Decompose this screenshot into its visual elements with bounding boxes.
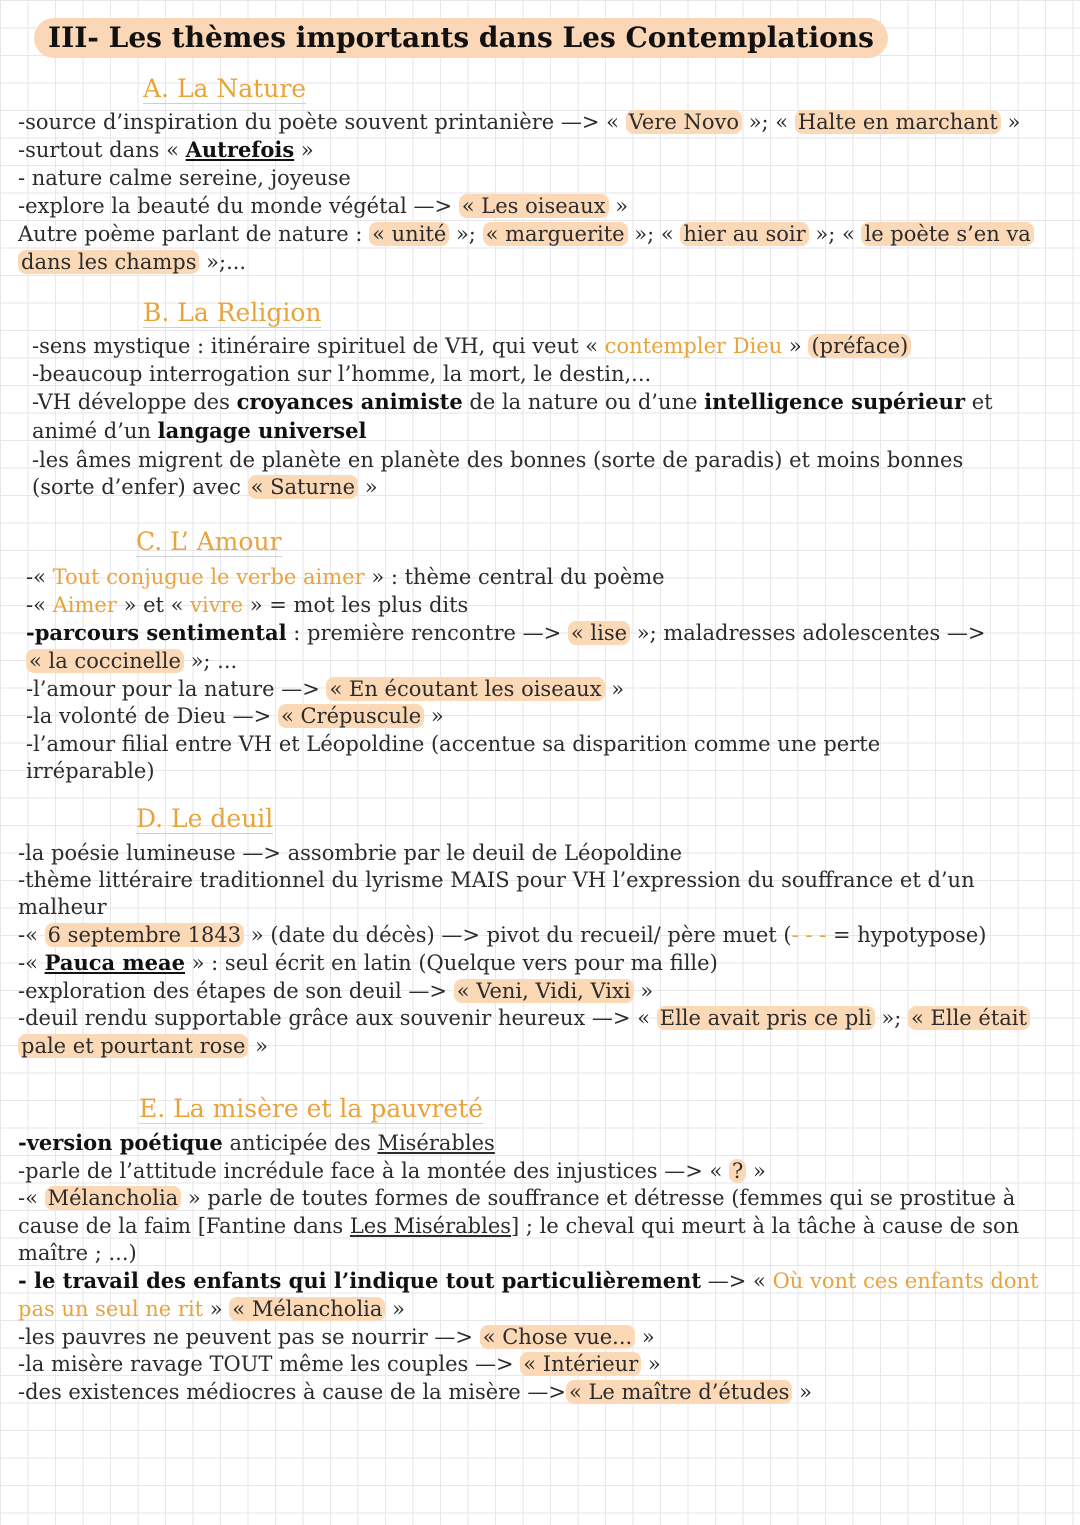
misere-line-8 (18, 1323, 655, 1351)
misere-line-7 (18, 1295, 405, 1323)
text: » (782, 334, 809, 358)
religion-line-6 (32, 473, 378, 501)
preface-ref: (préface) (808, 334, 911, 358)
heading-misere-text: E. La misère et la pauvreté (139, 1094, 483, 1123)
nature-line-1 (18, 108, 1020, 136)
religion-line-5: -les âmes migrent de planète en planète des bonnes (sorte de paradis) et moins bonnes (32, 448, 964, 472)
text: -exploration des étapes de son deuil —> (18, 979, 454, 1003)
text: Autre poème parlant de nature : (18, 222, 370, 246)
poem-unknown: ? (729, 1159, 746, 1183)
misere-line-9 (18, 1350, 661, 1378)
amour-line-4 (26, 647, 237, 675)
heading-amour (136, 527, 282, 557)
heading-religion-text: B. La Religion (143, 298, 322, 327)
text: -la misère ravage TOUT même les couples —> (18, 1352, 521, 1376)
text: et (965, 390, 993, 414)
misere-line-5: maître ; ...) (18, 1241, 137, 1265)
text: »; (874, 1006, 909, 1030)
amour-line-3 (26, 619, 986, 647)
text: » (248, 1034, 268, 1058)
term-parcours: -parcours sentimental (26, 620, 287, 645)
poem-chose-vue: « Chose vue... (480, 1325, 635, 1349)
title-les-miserables: Les Misérables (349, 1214, 512, 1238)
poem-le-maitre-detudes: « Le maître d’études (566, 1380, 792, 1404)
text: -« (26, 565, 53, 589)
poem-tout-conjugue: Tout conjugue le verbe aimer (52, 565, 365, 589)
poem-le-poete-part-2: dans les champs (18, 250, 199, 274)
deuil-line-3: malheur (18, 895, 107, 919)
text: » (203, 1297, 230, 1321)
text: anticipée des (222, 1131, 378, 1155)
poem-melancholia-2: « Mélancholia (229, 1297, 385, 1321)
deuil-line-1: -la poésie lumineuse —> assombrie par le deuil de Léopoldine (18, 841, 683, 865)
term-langage: langage universel (157, 418, 367, 443)
deuil-line-7 (18, 1004, 1030, 1032)
poem-vere-novo: Vere Novo (626, 110, 742, 134)
poem-ou-vont-part-2: pas un seul ne rit (18, 1297, 204, 1321)
text: » (641, 1352, 661, 1376)
poem-lise: « lise (568, 621, 630, 645)
text: cause de la faim [Fantine dans (18, 1214, 350, 1238)
heading-misere (139, 1094, 483, 1124)
term-travail-enfants: - le travail des enfants qui l’indique tout particulièrement (18, 1268, 702, 1293)
deuil-line-8 (18, 1032, 268, 1060)
word-vivre: vivre (190, 593, 244, 617)
text: de la nature ou d’une (462, 390, 705, 414)
deuil-line-6 (18, 977, 653, 1005)
term-intelligence: intelligence supérieur (704, 389, 966, 414)
heading-religion (143, 298, 321, 328)
poem-elle-etait-part-1: « Elle était (908, 1006, 1030, 1030)
term-croyances: croyances animiste (236, 389, 463, 414)
text: » (635, 1325, 655, 1349)
text: -explore la beauté du monde végétal —> (18, 194, 459, 218)
poem-crepuscule: « Crépuscule (278, 704, 424, 728)
text: » (792, 1380, 812, 1404)
text: -la volonté de Dieu —> (26, 704, 278, 728)
poem-6-septembre: 6 septembre 1843 (45, 923, 245, 947)
text: -deuil rendu supportable grâce aux souvenir heureux —> « (18, 1006, 657, 1030)
text: » (604, 677, 625, 701)
poem-elle-avait-pris: Elle avait pris ce pli (657, 1006, 875, 1030)
nature-line-3: - nature calme sereine, joyeuse (18, 166, 351, 190)
text: animé d’un (32, 419, 158, 443)
page-title: III- Les thèmes importants dans Les Contemplations (34, 18, 888, 58)
text: »; (449, 222, 483, 246)
text: -« (26, 593, 53, 617)
poem-marguerite: « marguerite (483, 222, 628, 246)
heading-amour-text: C. L’ Amour (136, 527, 282, 556)
poem-saturne: « Saturne (248, 475, 358, 499)
poem-hier-au-soir: hier au soir (680, 222, 808, 246)
text: » (date du décès) —> pivot du recueil/ père muet ( (244, 923, 792, 947)
dashes-symbol: - - - (791, 923, 827, 947)
nature-line-5 (18, 220, 1034, 248)
amour-line-5 (26, 675, 624, 703)
text: »; « (627, 222, 681, 246)
text: -sens mystique : itinéraire spirituel de VH, qui veut « (32, 334, 605, 358)
text: -surtout dans « (18, 138, 186, 162)
poem-halte-en-marchant: Halte en marchant (795, 110, 1001, 134)
amour-line-8: irréparable) (26, 759, 155, 783)
deuil-line-4 (18, 921, 986, 949)
text: »;... (199, 250, 247, 274)
misere-line-3 (18, 1184, 1015, 1212)
term-version-poetique: -version poétique (18, 1130, 223, 1155)
text: : première rencontre —> (286, 621, 568, 645)
text: » (294, 138, 314, 162)
amour-line-7: -l’amour filial entre VH et Léopoldine (accentue sa disparition comme une perte (26, 732, 881, 756)
text: » parle de toutes formes de souffrance et détresse (femmes qui se prostitue à (181, 1186, 1016, 1210)
deuil-line-5 (18, 949, 718, 977)
poem-elle-etait-part-2: pale et pourtant rose (18, 1034, 248, 1058)
section-autrefois: Autrefois (185, 137, 295, 162)
section-pauca-meae: Pauca meae (44, 950, 185, 975)
word-aimer: Aimer (52, 593, 117, 617)
poem-le-poete-part-1: le poète s’en va (861, 222, 1033, 246)
deuil-line-2: -thème littéraire traditionnel du lyrisme MAIS pour VH l’expression du souffrance et d’un (18, 868, 975, 892)
text: » et « (116, 593, 191, 617)
poem-veni-vidi-vixi: « Veni, Vidi, Vixi (454, 979, 634, 1003)
religion-line-2: -beaucoup interrogation sur l’homme, la mort, le destin,... (32, 362, 652, 386)
nature-line-4 (18, 192, 628, 220)
text: (sorte d’enfer) avec (32, 475, 248, 499)
text: » (385, 1297, 405, 1321)
poem-melancholia: Mélancholia (45, 1186, 182, 1210)
text: » = mot les plus dits (243, 593, 469, 617)
misere-line-4 (18, 1212, 1019, 1240)
text: -« (18, 923, 45, 947)
misere-line-2 (18, 1157, 766, 1185)
text: » : seul écrit en latin (Quelque vers pour ma fille) (184, 951, 718, 975)
text: »; ... (183, 649, 238, 673)
text: »; maladresses adolescentes —> (630, 621, 986, 645)
text: » : thème central du poème (364, 565, 665, 589)
religion-line-1 (32, 332, 911, 360)
text: -des existences médiocres à cause de la misère —> (18, 1380, 566, 1404)
misere-line-1 (18, 1129, 495, 1157)
title-miserables: Misérables (377, 1131, 495, 1155)
nature-line-6 (18, 248, 246, 276)
poem-unite: « unité (369, 222, 449, 246)
poem-ou-vont-part-1: Où vont ces enfants dont (772, 1269, 1039, 1293)
text: »; « (742, 110, 795, 134)
poem-la-coccinelle: « la coccinelle (26, 649, 184, 673)
misere-line-10 (18, 1378, 812, 1406)
text: » (608, 194, 629, 218)
text: -les pauvres ne peuvent pas se nourrir —> (18, 1325, 480, 1349)
heading-deuil (136, 804, 273, 834)
amour-line-1 (26, 563, 665, 591)
text: » (358, 475, 378, 499)
text: -source d’inspiration du poète souvent printanière —> « (18, 110, 626, 134)
text: -« (18, 1186, 45, 1210)
religion-line-3 (32, 388, 993, 416)
text: -parle de l’attitude incrédule face à la montée des injustices —> « (18, 1159, 730, 1183)
poem-interieur: « Intérieur (520, 1352, 641, 1376)
text: = hypotypose) (826, 923, 987, 947)
text: »; « (808, 222, 862, 246)
heading-nature-text: A. La Nature (143, 74, 307, 103)
heading-deuil-text: D. Le deuil (136, 804, 274, 833)
text: » (424, 704, 444, 728)
amour-line-2 (26, 591, 468, 619)
text: -l’amour pour la nature —> (26, 677, 327, 701)
quote-contempler-dieu: contempler Dieu (604, 334, 783, 358)
poem-en-ecoutant: « En écoutant les oiseaux (326, 677, 604, 701)
text: » (1000, 110, 1021, 134)
religion-line-4 (32, 417, 366, 445)
text: ] ; le cheval qui meurt à la tâche à cause de son (511, 1214, 1020, 1238)
poem-les-oiseaux: « Les oiseaux (459, 194, 609, 218)
text: -« (18, 951, 45, 975)
heading-nature (143, 74, 306, 104)
text: -VH développe des (32, 390, 237, 414)
misere-line-6 (18, 1267, 1039, 1295)
text: » (746, 1159, 766, 1183)
text: » (633, 979, 654, 1003)
amour-line-6 (26, 702, 444, 730)
nature-line-2 (18, 136, 314, 164)
text: —> « (701, 1269, 773, 1293)
